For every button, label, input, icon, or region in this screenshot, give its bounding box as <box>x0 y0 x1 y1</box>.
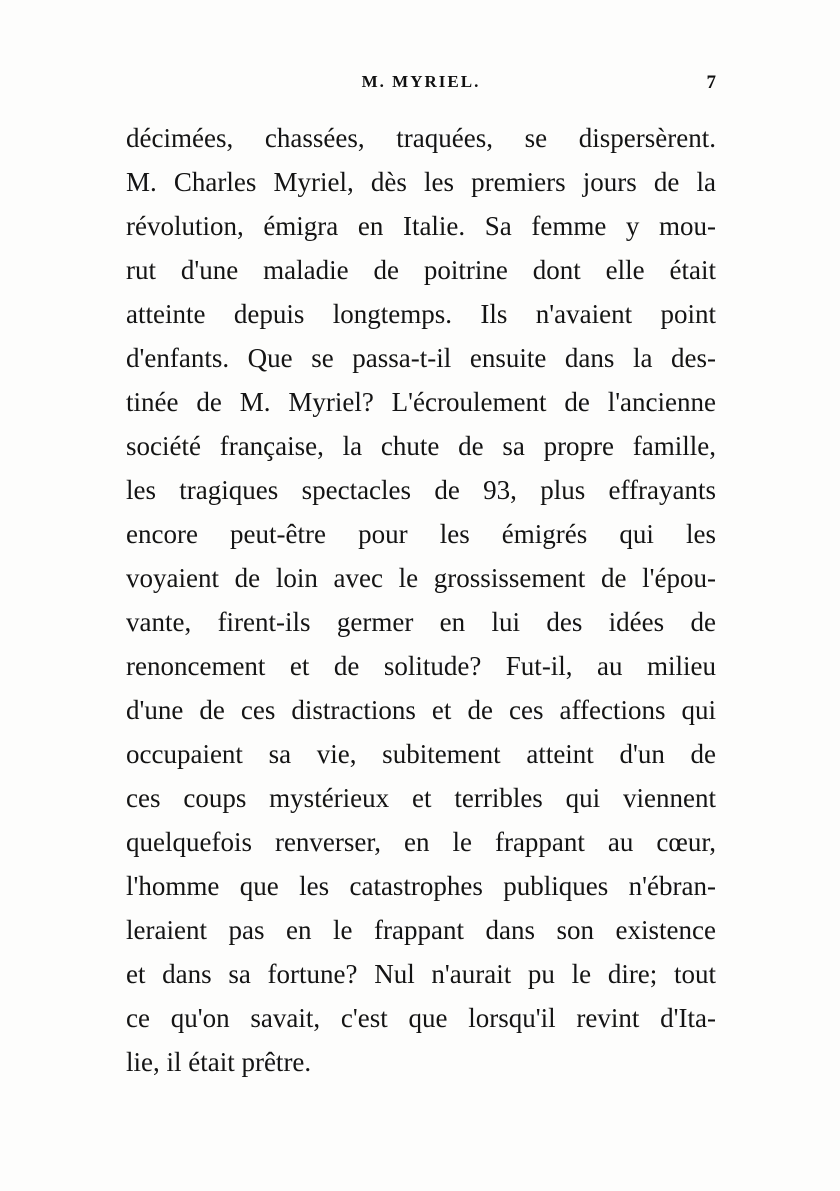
text-line: les tragiques spectacles de 93, plus effrayants <box>126 475 716 505</box>
text-line: atteinte depuis longtemps. Ils n'avaient point <box>126 299 716 329</box>
text-line: tinée de M. Myriel? L'écroulement de l'ancienne <box>126 387 716 417</box>
page-number: 7 <box>706 72 716 93</box>
text-line: encore peut-être pour les émigrés qui les <box>126 519 716 549</box>
text-line: M. Charles Myriel, dès les premiers jours de la <box>126 167 716 197</box>
text-line: renoncement et de solitude? Fut-il, au milieu <box>126 651 716 681</box>
text-line: d'enfants. Que se passa-t-il ensuite dans la des- <box>126 343 716 373</box>
running-head <box>126 72 716 96</box>
text-line: vante, firent-ils germer en lui des idées de <box>126 607 716 637</box>
text-line: voyaient de loin avec le grossissement de l'épou- <box>126 563 716 593</box>
text-line: leraient pas en le frappant dans son existence <box>126 915 716 945</box>
text-line-last: lie, il était prêtre. <box>126 1047 312 1077</box>
running-title: M. MYRIEL. <box>361 72 481 91</box>
body-text <box>126 116 716 1084</box>
text-line: révolution, émigra en Italie. Sa femme y mou- <box>126 211 716 241</box>
text-line: quelquefois renverser, en le frappant au cœur, <box>126 827 716 857</box>
text-line: et dans sa fortune? Nul n'aurait pu le dire; tout <box>126 959 716 989</box>
text-line: rut d'une maladie de poitrine dont elle était <box>126 255 716 285</box>
text-line: occupaient sa vie, subitement atteint d'un de <box>126 739 716 769</box>
text-line: société française, la chute de sa propre famille, <box>126 431 716 461</box>
text-line: ces coups mystérieux et terribles qui viennent <box>126 783 716 813</box>
text-line: ce qu'on savait, c'est que lorsqu'il revint d'Ita- <box>126 1003 716 1033</box>
text-line: d'une de ces distractions et de ces affections qui <box>126 695 716 725</box>
text-line: l'homme que les catastrophes publiques n'ébran- <box>126 871 716 901</box>
text-line: décimées, chassées, traquées, se dispersèrent. <box>126 123 716 153</box>
